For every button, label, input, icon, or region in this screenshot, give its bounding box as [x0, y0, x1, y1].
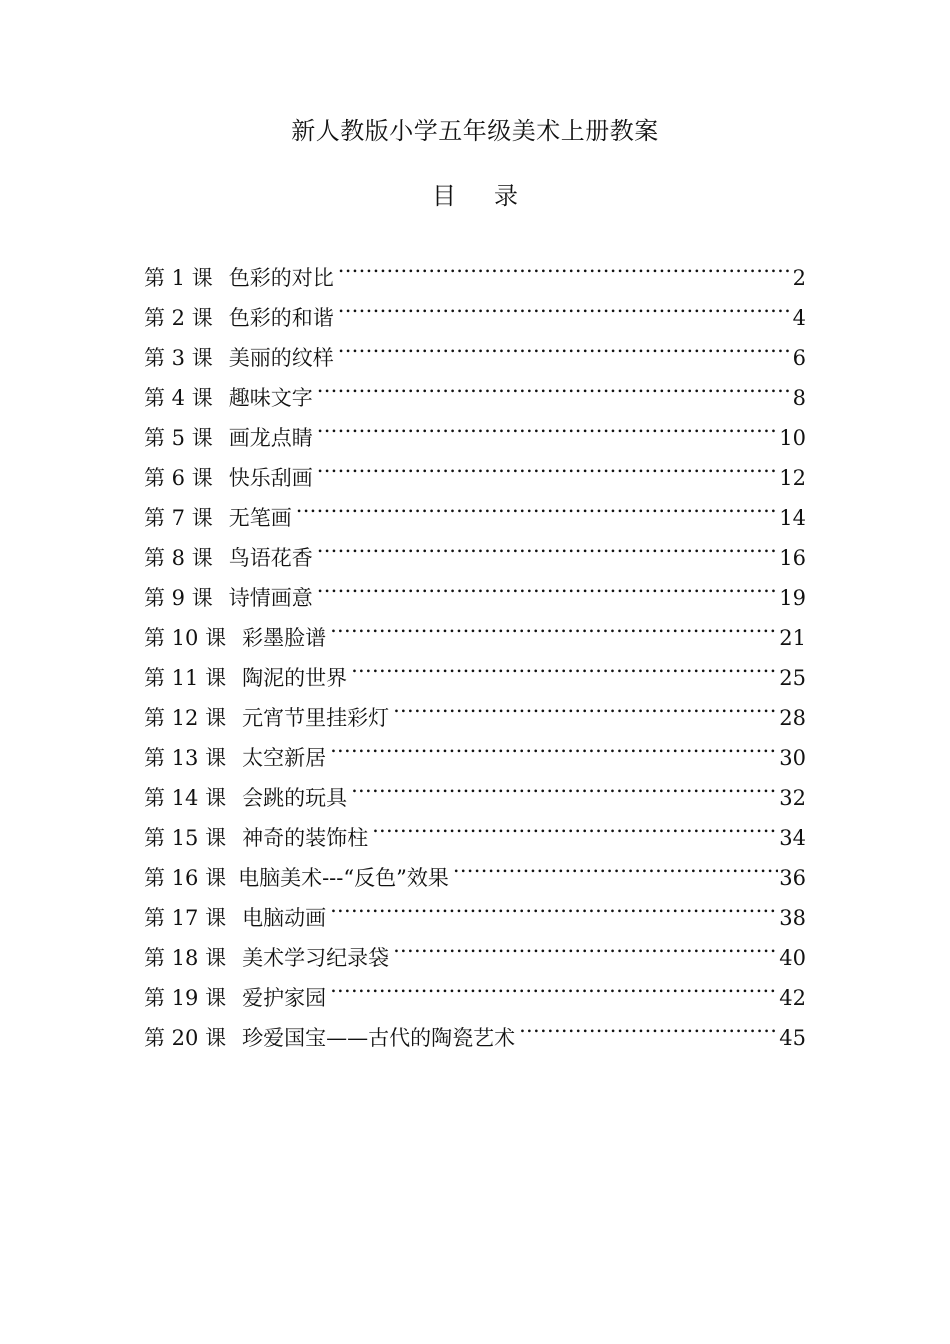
lesson-number: 第 3 课	[144, 346, 213, 370]
dot-leader	[519, 1005, 778, 1045]
page-number: 38	[779, 906, 806, 930]
page-number: 25	[779, 666, 806, 690]
lesson-number: 第 12 课	[144, 706, 227, 730]
dot-leader	[372, 805, 778, 845]
dot-leader	[317, 405, 779, 445]
lesson-title: 趣味文字	[228, 386, 313, 410]
lesson-title: 电脑美术---“反色”效果	[238, 866, 449, 890]
dot-leader	[393, 685, 778, 725]
lesson-number: 第 18 课	[144, 946, 227, 970]
lesson-title: 电脑动画	[242, 906, 327, 930]
page-number: 14	[779, 506, 806, 530]
dot-leader	[453, 845, 778, 885]
dot-leader	[330, 605, 778, 645]
lesson-number: 第 14 课	[144, 786, 227, 810]
lesson-number: 第 8 课	[144, 546, 213, 570]
page-number: 10	[779, 426, 806, 450]
table-of-contents	[144, 245, 806, 1050]
dot-leader	[351, 645, 778, 685]
page-number: 34	[779, 826, 806, 850]
lesson-number: 第 2 课	[144, 306, 213, 330]
dot-leader	[351, 765, 778, 805]
lesson-number: 第 11 课	[144, 666, 227, 690]
dot-leader	[317, 565, 779, 605]
dot-leader	[393, 925, 778, 965]
page-number: 40	[779, 946, 806, 970]
page-number: 6	[792, 346, 806, 370]
lesson-title: 色彩的和谐	[228, 306, 334, 330]
lesson-title: 爱护家园	[242, 986, 327, 1010]
lesson-number: 第 15 课	[144, 826, 227, 850]
page-number: 19	[779, 586, 806, 610]
dot-leader	[338, 245, 792, 285]
lesson-number: 第 5 课	[144, 426, 213, 450]
lesson-number: 第 10 课	[144, 626, 227, 650]
lesson-title: 美术学习纪录袋	[242, 946, 390, 970]
lesson-title: 美丽的纹样	[228, 346, 334, 370]
page-number: 16	[779, 546, 806, 570]
lesson-title: 快乐刮画	[228, 466, 313, 490]
lesson-title: 神奇的装饰柱	[242, 826, 369, 850]
lesson-number: 第 17 课	[144, 906, 227, 930]
lesson-title: 元宵节里挂彩灯	[242, 706, 390, 730]
page-number: 30	[779, 746, 806, 770]
dot-leader	[317, 365, 792, 405]
page-number: 32	[779, 786, 806, 810]
lesson-title: 陶泥的世界	[242, 666, 348, 690]
lesson-number: 第 6 课	[144, 466, 213, 490]
lesson-number: 第 7 课	[144, 506, 213, 530]
toc-heading-char-1: 目	[432, 182, 456, 210]
page-number: 42	[779, 986, 806, 1010]
lesson-title: 彩墨脸谱	[242, 626, 327, 650]
lesson-title: 诗情画意	[228, 586, 313, 610]
dot-leader	[317, 445, 779, 485]
lesson-number: 第 20 课	[144, 1026, 227, 1050]
lesson-number: 第 9 课	[144, 586, 213, 610]
lesson-number: 第 19 课	[144, 986, 227, 1010]
toc-entry-1[interactable]	[144, 245, 806, 290]
dot-leader	[330, 885, 778, 925]
lesson-title: 色彩的对比	[228, 266, 334, 290]
page-number: 36	[779, 866, 806, 890]
lesson-title: 无笔画	[228, 506, 292, 530]
lesson-title: 鸟语花香	[228, 546, 313, 570]
lesson-title: 珍爱国宝——古代的陶瓷艺术	[242, 1026, 516, 1050]
lesson-title: 画龙点睛	[228, 426, 313, 450]
lesson-number: 第 4 课	[144, 386, 213, 410]
document-title: 新人教版小学五年级美术上册教案	[291, 117, 659, 145]
page-number: 4	[792, 306, 806, 330]
dot-leader	[338, 325, 792, 365]
lesson-number: 第 1 课	[144, 266, 213, 290]
dot-leader	[317, 525, 779, 565]
page-number: 28	[779, 706, 806, 730]
page-number: 12	[779, 466, 806, 490]
dot-leader	[330, 725, 778, 765]
page-number: 45	[779, 1026, 806, 1050]
toc-heading-char-2: 录	[494, 182, 518, 210]
page-number: 21	[779, 626, 806, 650]
lesson-title: 太空新居	[242, 746, 327, 770]
dot-leader	[330, 965, 778, 1005]
dot-leader	[296, 485, 779, 525]
dot-leader	[338, 285, 792, 325]
toc-heading	[0, 179, 950, 213]
lesson-number: 第 13 课	[144, 746, 227, 770]
page-number: 2	[792, 266, 806, 290]
lesson-title: 会跳的玩具	[242, 786, 348, 810]
page-number: 8	[792, 386, 806, 410]
lesson-number: 第 16 课	[144, 866, 227, 890]
